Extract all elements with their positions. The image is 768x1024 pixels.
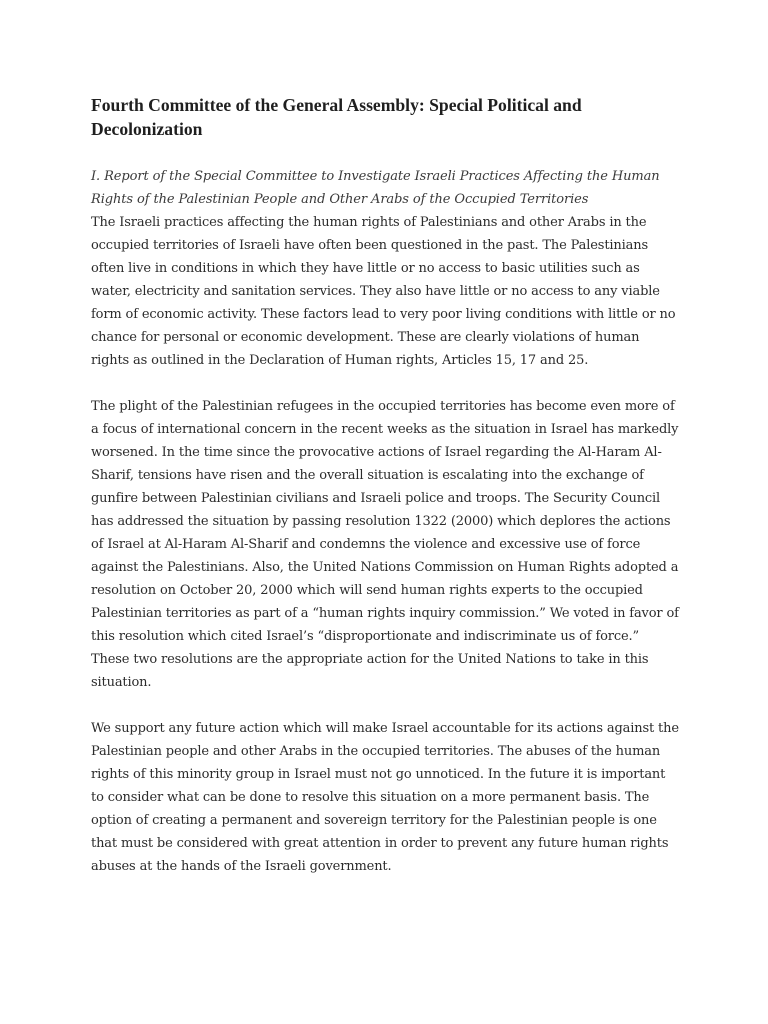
paragraph-2: The plight of the Palestinian refugees in the occupied territories has become even more of a focus of international concern in the recent weeks as the situation in Israel has markedly worsened. In the time since the provocative actions of Israel regarding the Al-Haram Al-Sharif, tensions have risen and the overall situation is escalating into the exchange of gunfire between Palestinian civilians and Israeli police and troops. The Security Council has addressed the situation by passing resolution 1322 (2000) which deplores the actions of Israel at Al-Haram Al-Sharif and condemns the violence and excessive use of force against the Palestinians. Also, the United Nations Commission on Human Rights adopted a resolution on October 20, 2000 which will send human rights experts to the occupied Palestinian territories as part of a “human rights inquiry commission.” We voted in favor of this resolution which cited Israel’s “disproportionate and indiscriminate us of force.” These two resolutions are the appropriate action for the United Nations to take in this situation. [91, 399, 679, 690]
paragraph-3: We support any future action which will make Israel accountable for its actions against the Palestinian people and other Arabs in the occupied territories. The abuses of the human rights of this minority group in Israel must not go unnoticed. In the future it is important to consider what can be done to resolve this situation on a more permanent basis. The option of creating a permanent and sovereign territory for the Palestinian people is one that must be considered with great attention in order to prevent any future human rights abuses at the hands of the Israeli government. [91, 721, 679, 874]
document-page [91, 93, 681, 878]
paragraph-1: The Israeli practices affecting the human rights of Palestinians and other Arabs in the occupied territories of Israeli have often been questioned in the past. The Palestinians often live in conditions in which they have little or no access to basic utilities such as water, electricity and sanitation services. They also have little or no access to any viable form of economic activity. These factors lead to very poor living conditions with little or no chance for personal or economic development. These are clearly violations of human rights as outlined in the Declaration of Human rights, Articles 15, 17 and 25. [91, 215, 676, 368]
section-heading: I. Report of the Special Committee to Investigate Israeli Practices Affecting the Human Rights of the Palestinian People and Other Arabs of the Occupied Territories [91, 169, 660, 207]
document-title: Fourth Committee of the General Assembly: Special Political and Decolonization [91, 95, 582, 139]
